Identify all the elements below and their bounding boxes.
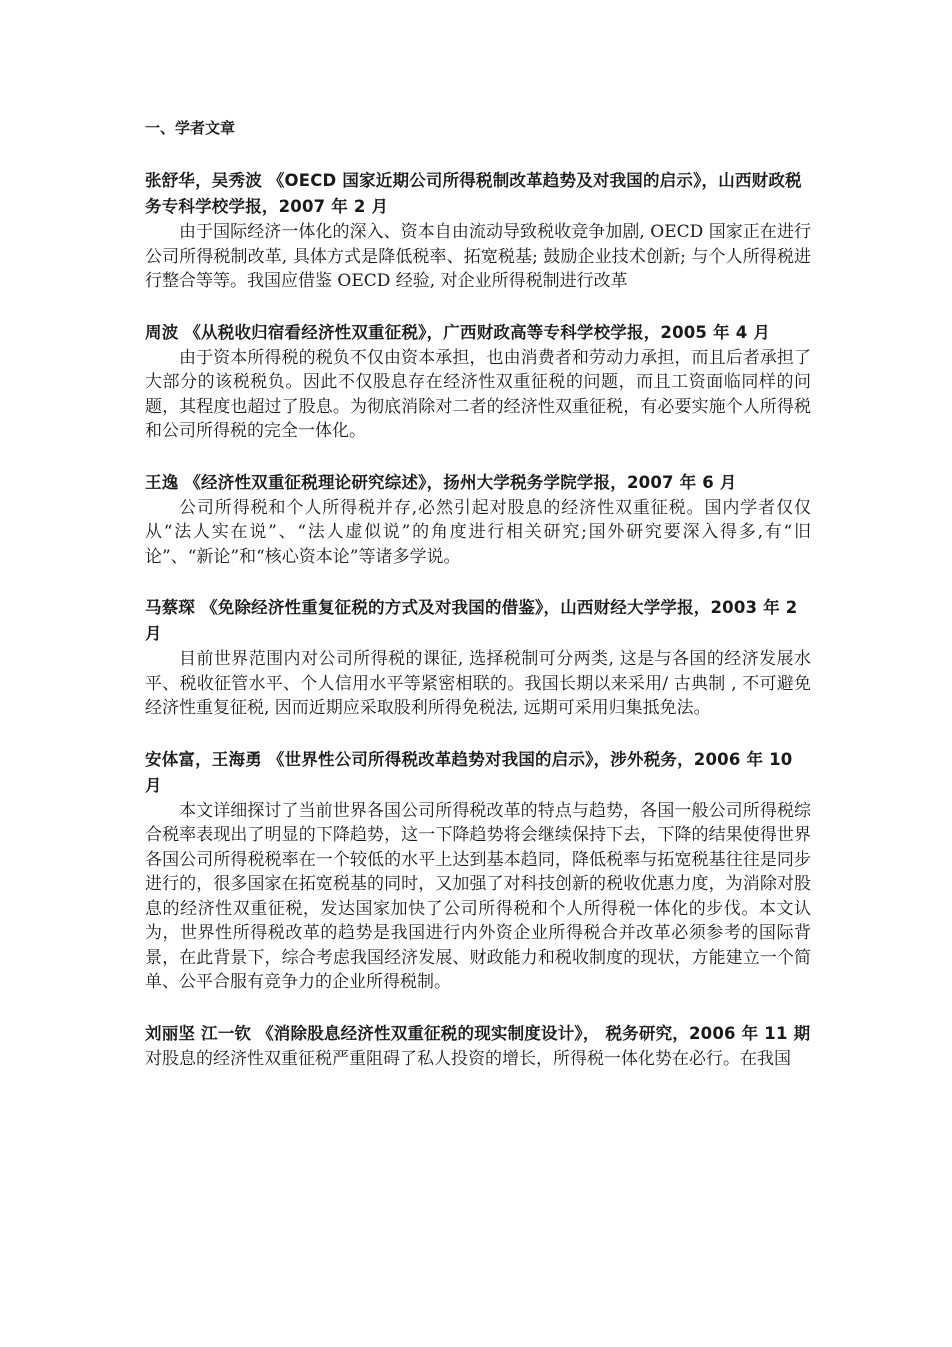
- article-title: 安体富，王海勇 《世界性公司所得税改革趋势对我国的启示》，涉外税务，2006 年 10 月: [145, 749, 793, 795]
- article-title: 周波 《从税收归宿看经济性双重征税》，广西财政高等专科学校学报，2005 年 4 月: [145, 322, 771, 342]
- article-title: 王逸 《经济性双重征税理论研究综述》，扬州大学税务学院学报，2007 年 6 月: [145, 472, 737, 492]
- article-title: 马蔡琛 《免除经济性重复征税的方式及对我国的借鉴》，山西财经大学学报，2003 年 2 月: [145, 598, 798, 643]
- article-abstract: 目前世界范围内对公司所得税的课征, 选择税制可分两类, 这是与各国的经济发展水平、税收征管水平、个人信用水平等紧密相联的。我国长期以来采用/ 古典制 , 不可避免经济性重复征税, 因而近期应采取股利所得免税法, 远期可采用归集抵免法。: [145, 649, 811, 718]
- section-heading: 一、学者文章: [145, 119, 236, 137]
- article-entry-3: [145, 470, 811, 570]
- article-abstract: 由于资本所得税的税负不仅由资本承担，也由消费者和劳动力承担，而且后者承担了大部分的该税税负。因此不仅股息存在经济性双重征税的问题，而且工资面临同样的问题，其程度也超过了股息。为彻底消除对二者的经济性双重征税，有必要实施个人所得税和公司所得税的完全一体化。: [145, 347, 811, 441]
- article-entry-1: [145, 168, 811, 294]
- article-title: 张舒华，吴秀波 《OECD 国家近期公司所得税制改革趋势及对我国的启示》，山西财政税务专科学校学报，2007 年 2 月: [145, 171, 802, 216]
- article-entry-2: [145, 320, 811, 444]
- article-abstract: 本文详细探讨了当前世界各国公司所得税改革的特点与趋势，各国一般公司所得税综合税率表现出了明显的下降趋势，这一下降趋势将会继续保持下去，下降的结果使得世界各国公司所得税税率在一个较低的水平上达到基本趋同，降低税率与拓宽税基往往是同步进行的，很多国家在拓宽税基的同时，又加强了对科技创新的税收优惠力度，为消除对股息的经济性双重征税，发达国家加快了公司所得税和个人所得税一体化的步伐。本文认为，世界性所得税改革的趋势是我国进行内外资企业所得税合并改革必须参考的国际背景，在此背景下，综合考虑我国经济发展、财政能力和税收制度的现状，方能建立一个简单、公平合服有竞争力的企业所得税制。: [145, 800, 811, 992]
- article-entry-5: [145, 747, 811, 995]
- article-abstract: 由于国际经济一体化的深入、资本自由流动导致税收竞争加剧, OECD 国家正在进行公司所得税制改革, 具体方式是降低税率、拓宽税基; 鼓励企业技术创新; 与个人所得税进行整合等等。我国应借鉴 OECD 经验, 对企业所得税制进行改革: [145, 222, 811, 291]
- document-page: [145, 116, 811, 1097]
- article-title: 刘丽坚 江一钦 《消除股息经济性双重征税的现实制度设计》， 税务研究，2006 年 11 期: [145, 1023, 811, 1043]
- article-abstract: 对股息的经济性双重征税严重阻碍了私人投资的增长，所得税一体化势在必行。在我国: [145, 1048, 791, 1069]
- article-entry-6: [145, 1021, 811, 1072]
- article-abstract: 公司所得税和个人所得税并存,必然引起对股息的经济性双重征税。国内学者仅仅从“法人实在说”、“法人虚似说”的角度进行相关研究;国外研究要深入得多,有“旧论”、“新论”和“核心资本论”等诸多学说。: [145, 497, 811, 567]
- article-entry-4: [145, 595, 811, 721]
